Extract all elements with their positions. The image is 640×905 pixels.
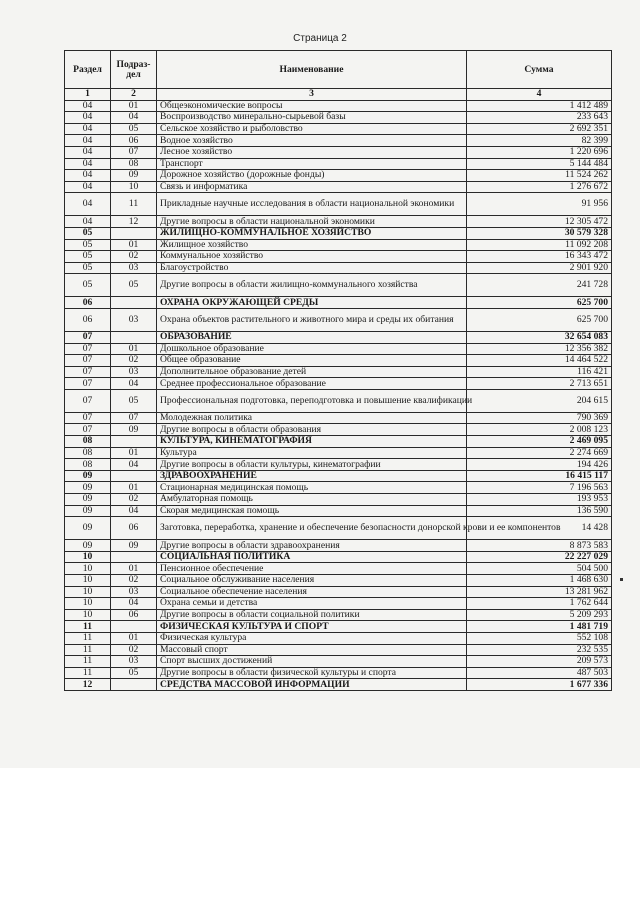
cell-sum: 241 728 (467, 274, 612, 297)
cell-name: Лесное хозяйство (157, 146, 467, 158)
cell-name: ЖИЛИЩНО-КОММУНАЛЬНОЕ ХОЗЯЙСТВО (157, 227, 467, 239)
cell-razdel: 08 (65, 436, 111, 448)
cell-sum: 16 343 472 (467, 251, 612, 263)
section-row (65, 470, 612, 482)
cell-sum: 2 274 669 (467, 447, 612, 459)
cell-razdel: 04 (65, 158, 111, 170)
table-row (65, 274, 612, 297)
section-row (65, 551, 612, 563)
table-row (65, 170, 612, 182)
header-name: Наименование (157, 51, 467, 89)
cell-razdel: 10 (65, 575, 111, 587)
header-podrazdel: Подраз-дел (111, 51, 157, 89)
table-row (65, 598, 612, 610)
cell-podrazdel: 07 (111, 412, 157, 424)
cell-podrazdel: 01 (111, 343, 157, 355)
header-row (65, 51, 612, 89)
table-row (65, 505, 612, 517)
table-row (65, 123, 612, 135)
cell-sum: 12 305 472 (467, 216, 612, 228)
cell-sum: 11 524 262 (467, 170, 612, 182)
cell-name: Молодежная политика (157, 412, 467, 424)
cell-podrazdel: 09 (111, 170, 157, 182)
column-number: 3 (157, 89, 467, 101)
cell-name: Другие вопросы в области жилищно-коммунального хозяйства (157, 274, 467, 297)
cell-razdel: 04 (65, 170, 111, 182)
cell-sum: 30 579 328 (467, 227, 612, 239)
cell-razdel: 07 (65, 331, 111, 343)
cell-sum: 16 415 117 (467, 470, 612, 482)
cell-podrazdel (111, 436, 157, 448)
cell-sum: 136 590 (467, 505, 612, 517)
cell-podrazdel: 02 (111, 494, 157, 506)
cell-sum: 1 276 672 (467, 181, 612, 193)
cell-name: Жилищное хозяйство (157, 239, 467, 251)
cell-podrazdel: 05 (111, 389, 157, 412)
cell-podrazdel: 02 (111, 355, 157, 367)
cell-podrazdel: 04 (111, 378, 157, 390)
scan-speck (620, 578, 623, 581)
cell-podrazdel: 01 (111, 100, 157, 112)
cell-podrazdel: 05 (111, 667, 157, 679)
cell-podrazdel: 09 (111, 540, 157, 552)
table-row (65, 632, 612, 644)
table-row (65, 447, 612, 459)
cell-name: Воспроизводство минерально-сырьевой базы (157, 112, 467, 124)
cell-podrazdel: 03 (111, 656, 157, 668)
cell-sum: 22 227 029 (467, 551, 612, 563)
cell-name: Транспорт (157, 158, 467, 170)
cell-razdel: 10 (65, 551, 111, 563)
cell-razdel: 07 (65, 355, 111, 367)
cell-sum: 82 399 (467, 135, 612, 147)
cell-name: ОБРАЗОВАНИЕ (157, 331, 467, 343)
cell-podrazdel: 04 (111, 505, 157, 517)
cell-podrazdel: 09 (111, 424, 157, 436)
cell-sum: 8 873 583 (467, 540, 612, 552)
cell-sum: 194 426 (467, 459, 612, 471)
cell-sum: 1 481 719 (467, 621, 612, 633)
cell-name: Другие вопросы в области здравоохранения (157, 540, 467, 552)
cell-razdel: 06 (65, 308, 111, 331)
cell-podrazdel: 04 (111, 112, 157, 124)
cell-razdel: 11 (65, 644, 111, 656)
table-row (65, 262, 612, 274)
cell-name: ЗДРАВООХРАНЕНИЕ (157, 470, 467, 482)
cell-podrazdel: 03 (111, 366, 157, 378)
cell-razdel: 11 (65, 667, 111, 679)
cell-razdel: 09 (65, 517, 111, 540)
cell-name: Спорт высших достижений (157, 656, 467, 668)
header-razdel: Раздел (65, 51, 111, 89)
cell-sum: 11 092 208 (467, 239, 612, 251)
cell-name: Дополнительное образование детей (157, 366, 467, 378)
cell-razdel: 04 (65, 193, 111, 216)
cell-sum: 5 209 293 (467, 609, 612, 621)
blank-area (0, 768, 640, 905)
cell-podrazdel: 10 (111, 181, 157, 193)
table-row (65, 656, 612, 668)
cell-name: Скорая медицинская помощь (157, 505, 467, 517)
cell-podrazdel: 08 (111, 158, 157, 170)
table-row (65, 575, 612, 587)
cell-sum: 14 428 (467, 517, 612, 540)
cell-name: Охрана объектов растительного и животного мира и среды их обитания (157, 308, 467, 331)
cell-name: Социальное обслуживание населения (157, 575, 467, 587)
cell-name: Другие вопросы в области физической культуры и спорта (157, 667, 467, 679)
cell-sum: 12 356 382 (467, 343, 612, 355)
table-row (65, 644, 612, 656)
cell-razdel: 09 (65, 470, 111, 482)
cell-podrazdel: 01 (111, 632, 157, 644)
cell-name: ФИЗИЧЕСКАЯ КУЛЬТУРА И СПОРТ (157, 621, 467, 633)
cell-name: Культура (157, 447, 467, 459)
table-row (65, 146, 612, 158)
cell-name: ОХРАНА ОКРУЖАЮЩЕЙ СРЕДЫ (157, 297, 467, 309)
cell-podrazdel (111, 551, 157, 563)
cell-razdel: 09 (65, 494, 111, 506)
cell-name: Охрана семьи и детства (157, 598, 467, 610)
cell-razdel: 04 (65, 216, 111, 228)
cell-razdel: 09 (65, 505, 111, 517)
table-row (65, 366, 612, 378)
cell-podrazdel: 02 (111, 251, 157, 263)
section-row (65, 679, 612, 691)
cell-razdel: 05 (65, 251, 111, 263)
cell-podrazdel: 03 (111, 586, 157, 598)
cell-podrazdel (111, 331, 157, 343)
cell-name: Среднее профессиональное образование (157, 378, 467, 390)
cell-podrazdel: 01 (111, 447, 157, 459)
table-row (65, 389, 612, 412)
cell-sum: 1 677 336 (467, 679, 612, 691)
table-row (65, 158, 612, 170)
cell-name: Связь и информатика (157, 181, 467, 193)
cell-sum: 7 196 563 (467, 482, 612, 494)
cell-razdel: 04 (65, 100, 111, 112)
table-row (65, 563, 612, 575)
cell-name: Амбулаторная помощь (157, 494, 467, 506)
cell-razdel: 05 (65, 227, 111, 239)
section-row (65, 227, 612, 239)
cell-razdel: 04 (65, 146, 111, 158)
cell-razdel: 10 (65, 586, 111, 598)
table-row (65, 216, 612, 228)
cell-sum: 1 220 696 (467, 146, 612, 158)
cell-name: Дорожное хозяйство (дорожные фонды) (157, 170, 467, 182)
cell-razdel: 09 (65, 540, 111, 552)
section-row (65, 297, 612, 309)
cell-razdel: 04 (65, 112, 111, 124)
cell-razdel: 09 (65, 482, 111, 494)
cell-podrazdel: 02 (111, 575, 157, 587)
cell-sum: 487 503 (467, 667, 612, 679)
cell-razdel: 07 (65, 389, 111, 412)
cell-sum: 625 700 (467, 297, 612, 309)
cell-sum: 209 573 (467, 656, 612, 668)
cell-sum: 1 762 644 (467, 598, 612, 610)
table-row (65, 586, 612, 598)
table-row (65, 482, 612, 494)
cell-podrazdel: 12 (111, 216, 157, 228)
cell-sum: 91 956 (467, 193, 612, 216)
table-row (65, 459, 612, 471)
column-number: 2 (111, 89, 157, 101)
cell-razdel: 07 (65, 343, 111, 355)
cell-podrazdel: 06 (111, 517, 157, 540)
cell-podrazdel: 07 (111, 146, 157, 158)
cell-podrazdel: 04 (111, 459, 157, 471)
cell-podrazdel: 03 (111, 308, 157, 331)
cell-razdel: 07 (65, 366, 111, 378)
cell-name: Другие вопросы в области национальной экономики (157, 216, 467, 228)
section-row (65, 436, 612, 448)
cell-name: Благоустройство (157, 262, 467, 274)
table-row (65, 355, 612, 367)
cell-sum: 2 008 123 (467, 424, 612, 436)
cell-sum: 116 421 (467, 366, 612, 378)
cell-name: Общеэкономические вопросы (157, 100, 467, 112)
table-row (65, 135, 612, 147)
cell-name: Пенсионное обеспечение (157, 563, 467, 575)
cell-razdel: 10 (65, 609, 111, 621)
cell-razdel: 10 (65, 598, 111, 610)
cell-razdel: 05 (65, 262, 111, 274)
cell-name: Водное хозяйство (157, 135, 467, 147)
table-row (65, 343, 612, 355)
table-row (65, 378, 612, 390)
cell-podrazdel: 02 (111, 644, 157, 656)
cell-podrazdel (111, 621, 157, 633)
cell-name: Социальное обеспечение населения (157, 586, 467, 598)
cell-name: Физическая культура (157, 632, 467, 644)
cell-podrazdel: 11 (111, 193, 157, 216)
cell-name: Заготовка, переработка, хранение и обеспечение безопасности донорской крови и ее компонентов (157, 517, 467, 540)
table-row (65, 424, 612, 436)
cell-name: Другие вопросы в области культуры, кинематографии (157, 459, 467, 471)
page-label: Страница 2 (293, 33, 347, 44)
table-row (65, 251, 612, 263)
cell-sum: 1 412 489 (467, 100, 612, 112)
table-row (65, 308, 612, 331)
cell-razdel: 12 (65, 679, 111, 691)
table-row (65, 609, 612, 621)
cell-podrazdel (111, 679, 157, 691)
table-row (65, 494, 612, 506)
cell-podrazdel: 05 (111, 274, 157, 297)
cell-razdel: 04 (65, 135, 111, 147)
budget-table (64, 50, 612, 691)
cell-razdel: 11 (65, 632, 111, 644)
cell-razdel: 11 (65, 656, 111, 668)
header-sum: Сумма (467, 51, 612, 89)
cell-sum: 625 700 (467, 308, 612, 331)
cell-name: Прикладные научные исследования в области национальной экономики (157, 193, 467, 216)
table-row (65, 100, 612, 112)
table-row (65, 181, 612, 193)
section-row (65, 331, 612, 343)
table-row (65, 239, 612, 251)
cell-sum: 13 281 962 (467, 586, 612, 598)
column-number: 1 (65, 89, 111, 101)
table-row (65, 412, 612, 424)
cell-name: Сельское хозяйство и рыболовство (157, 123, 467, 135)
cell-sum: 14 464 522 (467, 355, 612, 367)
table-row (65, 112, 612, 124)
cell-podrazdel (111, 297, 157, 309)
cell-podrazdel (111, 227, 157, 239)
cell-name: Профессиональная подготовка, переподготовка и повышение квалификации (157, 389, 467, 412)
cell-podrazdel: 03 (111, 262, 157, 274)
cell-podrazdel: 04 (111, 598, 157, 610)
cell-razdel: 04 (65, 181, 111, 193)
cell-sum: 552 108 (467, 632, 612, 644)
cell-razdel: 07 (65, 412, 111, 424)
cell-name: КУЛЬТУРА, КИНЕМАТОГРАФИЯ (157, 436, 467, 448)
cell-podrazdel: 05 (111, 123, 157, 135)
cell-razdel: 11 (65, 621, 111, 633)
cell-sum: 2 713 651 (467, 378, 612, 390)
cell-sum: 233 643 (467, 112, 612, 124)
cell-sum: 790 369 (467, 412, 612, 424)
cell-podrazdel: 06 (111, 609, 157, 621)
cell-name: Дошкольное образование (157, 343, 467, 355)
cell-razdel: 08 (65, 459, 111, 471)
cell-name: Общее образование (157, 355, 467, 367)
cell-sum: 204 615 (467, 389, 612, 412)
section-row (65, 621, 612, 633)
cell-sum: 232 535 (467, 644, 612, 656)
cell-razdel: 08 (65, 447, 111, 459)
cell-name: СРЕДСТВА МАССОВОЙ ИНФОРМАЦИИ (157, 679, 467, 691)
cell-sum: 193 953 (467, 494, 612, 506)
cell-razdel: 05 (65, 274, 111, 297)
cell-razdel: 10 (65, 563, 111, 575)
table-row (65, 517, 612, 540)
column-number: 4 (467, 89, 612, 101)
cell-podrazdel (111, 470, 157, 482)
cell-sum: 504 500 (467, 563, 612, 575)
table-row (65, 540, 612, 552)
table-row (65, 667, 612, 679)
cell-podrazdel: 01 (111, 239, 157, 251)
cell-razdel: 07 (65, 378, 111, 390)
column-number-row (65, 89, 612, 101)
cell-name: Другие вопросы в области образования (157, 424, 467, 436)
cell-razdel: 05 (65, 239, 111, 251)
cell-sum: 2 692 351 (467, 123, 612, 135)
cell-podrazdel: 06 (111, 135, 157, 147)
cell-sum: 5 144 484 (467, 158, 612, 170)
cell-sum: 1 468 630 (467, 575, 612, 587)
cell-razdel: 04 (65, 123, 111, 135)
cell-podrazdel: 01 (111, 563, 157, 575)
cell-sum: 2 901 920 (467, 262, 612, 274)
cell-name: СОЦИАЛЬНАЯ ПОЛИТИКА (157, 551, 467, 563)
cell-name: Другие вопросы в области социальной политики (157, 609, 467, 621)
cell-podrazdel: 01 (111, 482, 157, 494)
cell-name: Массовый спорт (157, 644, 467, 656)
cell-name: Стационарная медицинская помощь (157, 482, 467, 494)
table-row (65, 193, 612, 216)
cell-sum: 2 469 095 (467, 436, 612, 448)
cell-sum: 32 654 083 (467, 331, 612, 343)
cell-name: Коммунальное хозяйство (157, 251, 467, 263)
cell-razdel: 07 (65, 424, 111, 436)
cell-razdel: 06 (65, 297, 111, 309)
